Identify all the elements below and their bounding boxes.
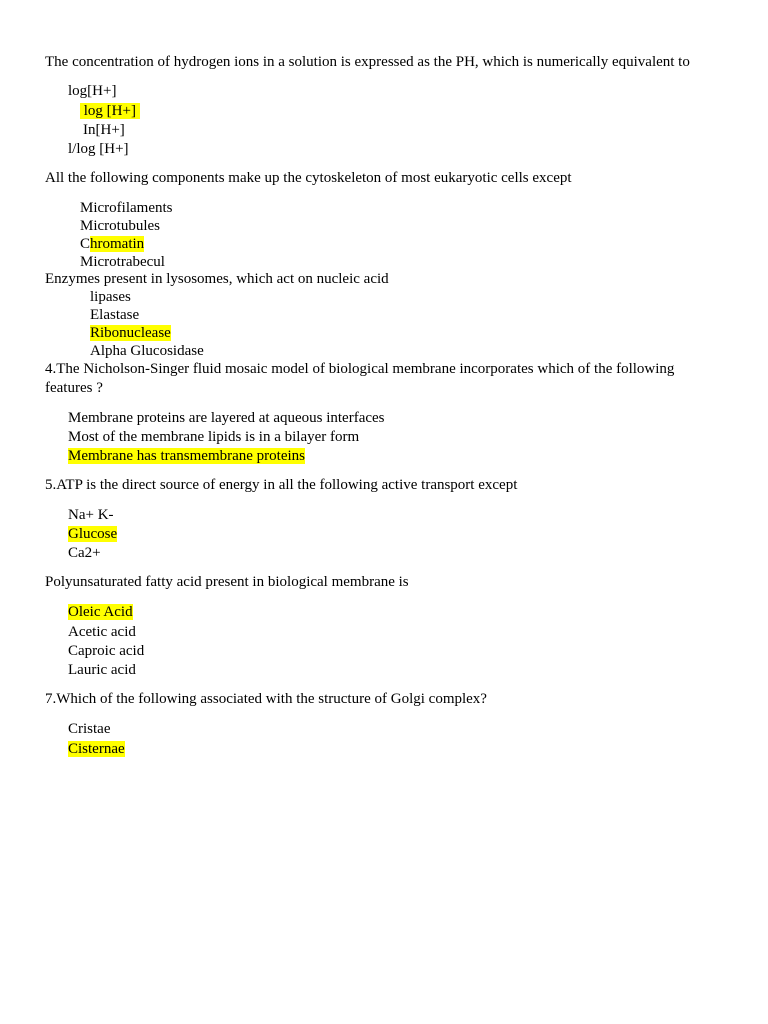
question-2: All the following components make up the cytoskeleton of most eukaryotic cells except — [45, 170, 572, 186]
answer-highlight: Ribonuclease — [90, 325, 171, 341]
q4-option-a: Membrane proteins are layered at aqueous interfaces — [68, 410, 385, 426]
question-4-line-2: features ? — [45, 380, 103, 396]
question-4-line-1: 4.The Nicholson-Singer fluid mosaic model of biological membrane incorporates which of the following — [45, 361, 675, 377]
q2-option-c-prefix: C — [80, 236, 91, 252]
answer-highlight: hromatin — [90, 236, 145, 252]
q5-option-c: Ca2+ — [68, 545, 101, 561]
answer-highlight: log [H+] — [80, 103, 140, 119]
q2-option-c — [80, 235, 144, 254]
q6-option-b: Acetic acid — [68, 624, 136, 640]
q3-option-d: Alpha Glucosidase — [90, 343, 204, 359]
q3-option-c — [90, 324, 171, 343]
q6-option-a — [68, 603, 133, 622]
q4-option-b: Most of the membrane lipids is in a bilayer form — [68, 429, 360, 445]
question-3: Enzymes present in lysosomes, which act on nucleic acid — [45, 271, 389, 287]
q7-option-b — [68, 740, 125, 759]
q7-option-a: Cristae — [68, 721, 111, 737]
question-5: 5.ATP is the direct source of energy in all the following active transport except — [45, 477, 518, 493]
answer-highlight: Membrane has transmembrane proteins — [68, 448, 306, 464]
answer-highlight: Cisternae — [68, 741, 125, 757]
q2-option-d: Microtrabecul — [80, 254, 165, 270]
question-7: 7.Which of the following associated with the structure of Golgi complex? — [45, 691, 487, 707]
q1-option-a: log[H+] — [68, 83, 117, 99]
answer-highlight: Glucose — [68, 526, 118, 542]
q5-option-b — [68, 525, 117, 544]
q6-option-c: Caproic acid — [68, 643, 145, 659]
q6-option-d: Lauric acid — [68, 662, 136, 678]
question-1: The concentration of hydrogen ions in a solution is expressed as the PH, which is numerically equivalent to — [45, 54, 690, 70]
q2-option-b: Microtubules — [80, 218, 160, 234]
answer-highlight: Oleic Acid — [68, 604, 133, 620]
q3-option-a: lipases — [90, 289, 131, 305]
question-6: Polyunsaturated fatty acid present in biological membrane is — [45, 574, 409, 590]
q1-option-c: In[H+] — [83, 122, 125, 138]
q2-option-a: Microfilaments — [80, 200, 173, 216]
q3-option-b: Elastase — [90, 307, 140, 323]
q5-option-a: Na+ K- — [68, 507, 114, 523]
q4-option-c — [68, 447, 305, 466]
q1-option-d: l/log [H+] — [68, 141, 129, 157]
q1-option-b — [80, 102, 140, 121]
